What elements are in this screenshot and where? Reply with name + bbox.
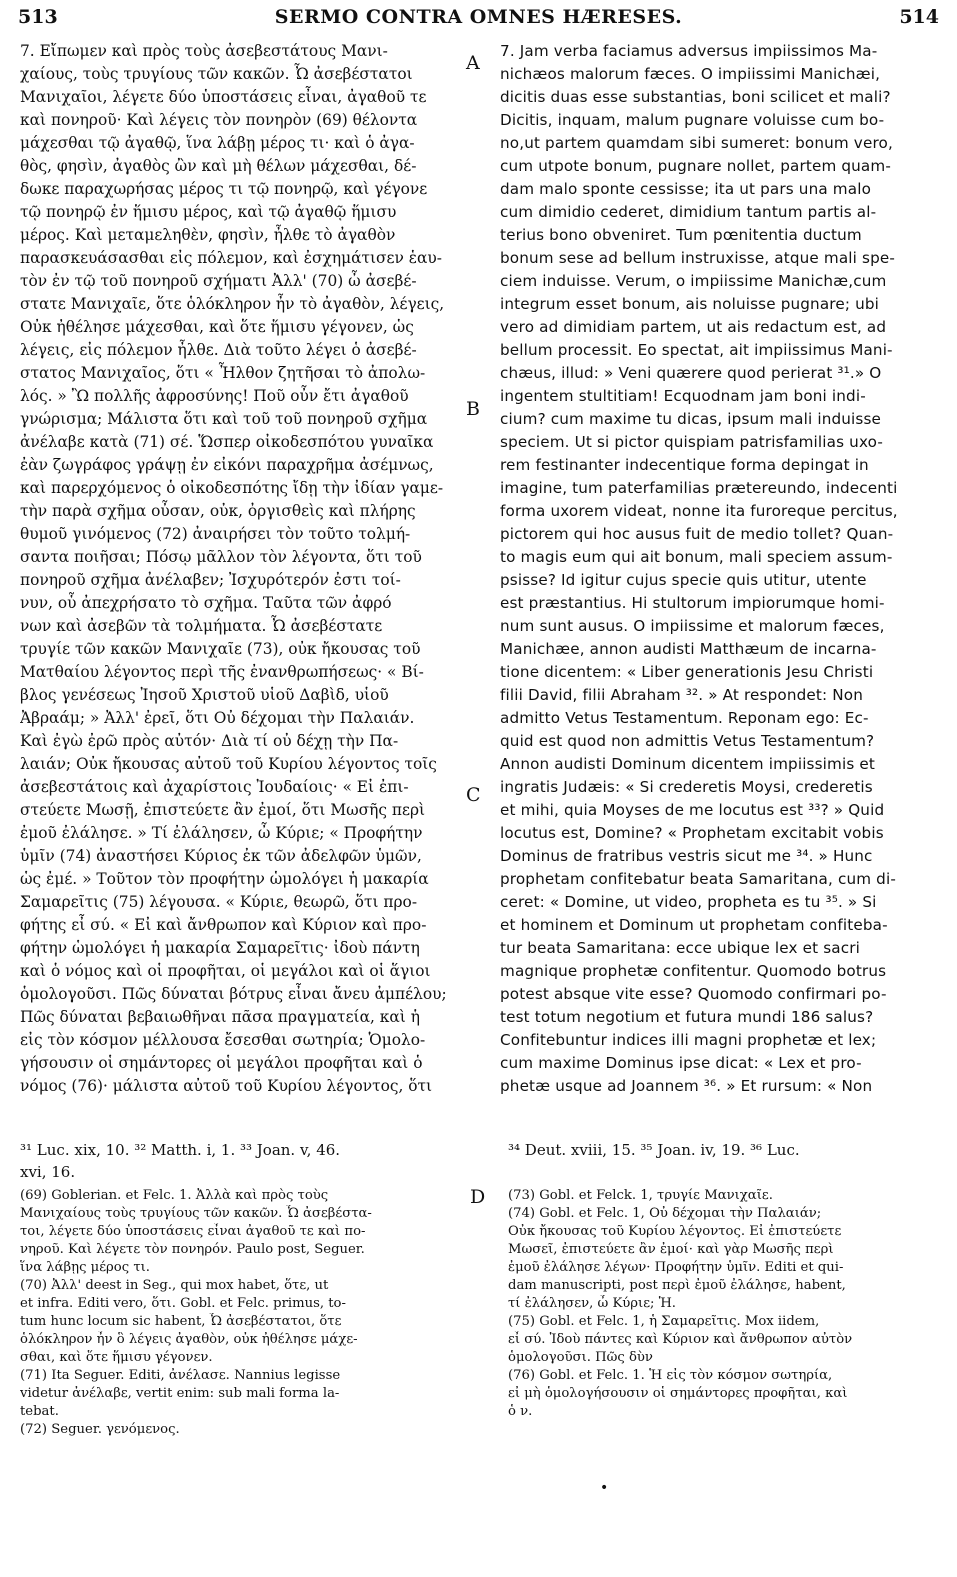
footnote-line: (69) Goblerian. et Felc. 1. Ἀλλὰ καὶ πρὸς τοὺς <box>20 1188 329 1203</box>
scripture-references-left-continued: xvi, 16. <box>20 1163 76 1181</box>
latin-text-line: no,ut partem quamdam sibi sumeret: bonum vero, <box>500 134 893 152</box>
footnotes-left <box>20 1187 472 1439</box>
greek-text-line: στατος Μανιχαῖος, ὅτι « Ἦλθον ζητῆσαι τὸ ἀπολω- <box>20 364 426 382</box>
latin-text-line: bonum sese ad bellum instruxisse, atque mali spe- <box>500 249 896 267</box>
footnote-line: ἐμοῦ ἐλάλησε λέγων· Προφήτην ὑμῖν. Editi et qui- <box>508 1260 844 1275</box>
latin-text-line: test totum negotium et futura mundi 186 salus? <box>500 1008 874 1026</box>
stray-mark: • <box>600 1480 609 1496</box>
footnotes-right <box>508 1187 942 1421</box>
footnote-line: dam manuscripti, post περὶ ἐμοῦ ἐλάλησε, habent, <box>508 1278 846 1293</box>
latin-text-line: to magis eum qui ait bonum, mali speciem assum- <box>500 548 893 566</box>
greek-text-line: ἐμοῦ ἐλάλησε. » Τί ἐλάλησεν, ὦ Κύριε; « Προφήτην <box>20 824 423 842</box>
greek-text-line: Ἀβραάμ; » Ἀλλ' ἐρεῖ, ὅτι Οὐ δέχομαι τὴν Παλαιάν. <box>20 709 415 727</box>
footnote-line: νηροῦ. Καὶ λέγετε τὸν πονηρόν. Paulo post, Seguer. <box>20 1242 365 1257</box>
scripture-references-left: ³¹ Luc. xix, 10. ³² Matth. i, 1. ³³ Joan. v, 46. <box>20 1141 341 1159</box>
latin-text-line: filii David, filii Abraham ³². » At respondet: Non <box>500 686 863 704</box>
latin-text-line: ingentem stultitiam! Ecquodnam jam boni indi- <box>500 387 866 405</box>
greek-text-line: Οὐκ ἠθέλησε μάχεσθαι, καὶ ὅτε ἥμισυ γέγονεν, ὡς <box>20 318 414 336</box>
latin-text-line: 7. Jam verba faciamus adversus impiissimos Ma- <box>500 42 878 60</box>
greek-text-line: τῷ πονηρῷ ἐν ἥμισυ μέρος, καὶ τῷ ἀγαθῷ ἥμισυ <box>20 203 397 221</box>
latin-text-line: bellum processit. Eo spectat, ait impiissimus Mani- <box>500 341 893 359</box>
greek-text-line: φήτης εἶ σύ. « Εἰ καὶ ἄνθρωπον καὶ Κύριον καὶ προ- <box>20 916 427 934</box>
latin-text-line: et hominem et Dominum ut prophetam confiteba- <box>500 916 888 934</box>
scripture-references-right: ³⁴ Deut. xviii, 15. ³⁵ Joan. iv, 19. ³⁶ Luc. <box>508 1141 800 1159</box>
greek-text-line: μέρος. Καὶ μεταμεληθὲν, φησὶν, ἦλθε τὸ ἀγαθὸν <box>20 226 396 244</box>
greek-text-line: νυν, οὗ ἀπεχρήσατο τὸ σχῆμα. Ταῦτα τῶν ἀφρό <box>20 594 392 612</box>
latin-text-line: ceret: « Domine, ut video, propheta es tu ³⁵. » Si <box>500 893 877 911</box>
greek-text-line: Καὶ ἐγὼ ἐρῶ πρὸς αὐτόν· Διὰ τί οὐ δέχῃ τὴν Πα- <box>20 732 399 750</box>
latin-text-column <box>500 40 942 1098</box>
footnote-line: (73) Gobl. et Felck. 1, τρυγίε Μανιχαῖε. <box>508 1188 773 1203</box>
latin-text-line: vero ad dimidiam partem, ut ais redactum est, ad <box>500 318 887 336</box>
latin-text-line: dicitis duas esse substantias, boni scilicet et mali? <box>500 88 891 106</box>
greek-text-line: πονηροῦ σχῆμα ἀνέλαβεν; Ἰσχυρότερόν ἐστι τοί- <box>20 571 401 589</box>
latin-text-line: ciem induisse. Verum, o impiissime Manichæ,cum <box>500 272 887 290</box>
greek-text-line: Σαμαρεῖτις (75) λέγουσα. « Κύριε, θεωρῶ, ὅτι προ- <box>20 893 418 911</box>
latin-text-line: Manichæe, annon audisti Matthæum de incarna- <box>500 640 877 658</box>
footnote-line: (76) Gobl. et Felc. 1. Ἡ εἰς τὸν κόσμον σωτηρία, <box>508 1368 833 1383</box>
greek-text-line: λαιάν; Οὐκ ἤκουσας αὐτοῦ τοῦ Κυρίου λέγοντος τοῖς <box>20 755 437 773</box>
latin-text-line: speciem. Ut si pictor quispiam patrisfamilias uxo- <box>500 433 883 451</box>
footnote-line: et infra. Editi vero, ὅτι. Gobl. et Felc. primus, to- <box>20 1296 346 1311</box>
latin-text-line: quid est quod non admittis Vetus Testamentum? <box>500 732 875 750</box>
footnote-line: (70) Ἀλλ' deest in Seg., qui mox habet, ὅτε, ut <box>20 1278 329 1293</box>
section-marker-c: C <box>466 784 481 806</box>
greek-text-line: νόμος (76)· μάλιστα αὐτοῦ τοῦ Κυρίου λέγοντος, ὅτι <box>20 1077 433 1095</box>
latin-text-line: prophetam confitebatur beata Samaritana, cum di- <box>500 870 896 888</box>
footnote-line: (71) Ita Seguer. Editi, ἀνέλασε. Nannius legisse <box>20 1368 341 1383</box>
latin-text-line: cum maxime Dominus ipse dicat: « Lex et pro- <box>500 1054 862 1072</box>
latin-text-line: num sunt ausus. O impiissime et malorum fæces, <box>500 617 885 635</box>
greek-text-line: καὶ ὁ νόμος καὶ οἱ προφῆται, οἱ μεγάλοι καὶ οἱ ἅγιοι <box>20 962 431 980</box>
section-marker-b: B <box>466 398 480 420</box>
latin-text-line: et mihi, quia Moyses de me locutus est ³³? » Quid <box>500 801 885 819</box>
greek-text-line: ἀνέλαβε κατὰ (71) σέ. Ὥσπερ οἰκοδεσπότου γυναῖκα <box>20 433 434 451</box>
footnote-line: Οὐκ ἤκουσας τοῦ Κυρίου λέγοντος. Εἰ ἐπιστεύετε <box>508 1224 842 1239</box>
latin-text-line: tur beata Samaritana: ecce ubique lex et sacri <box>500 939 860 957</box>
greek-text-line: γνώρισμα; Μάλιστα ὅτι καὶ τοῦ τοῦ πονηροῦ σχῆμα <box>20 410 428 428</box>
latin-text-line: tione dicentem: « Liber generationis Jesu Christi <box>500 663 874 681</box>
greek-text-line: ὡς ἐμέ. » Τοῦτον τὸν προφήτην ὡμολόγει ἡ μακαρία <box>20 870 429 888</box>
footnote-line: σθαι, καὶ ὅτε ἥμισυ γέγονεν. <box>20 1350 213 1365</box>
latin-text-line: potest absque vite esse? Quomodo confirmari po- <box>500 985 887 1003</box>
footnote-line: τί ἐλάλησεν, ὦ Κύριε; Ἡ. <box>508 1296 676 1311</box>
greek-text-line: μάχεσθαι τῷ ἀγαθῷ, ἵνα λάβῃ μέρος τι· καὶ ὁ ἀγα- <box>20 134 415 152</box>
latin-text-line: integrum esset bonum, ais noluisse pugnare; ubi <box>500 295 880 313</box>
footnote-line: εἶ σύ. Ἰδοὺ πάντες καὶ Κύριον καὶ ἄνθρωπον αὐτὸν <box>508 1332 853 1347</box>
latin-text-line: ingratis Judæis: « Si crederetis Moysi, crederetis <box>500 778 873 796</box>
greek-text-line: λός. » Ὢ πολλῆς ἀφροσύνης! Ποῦ οὖν ἔτι ἀγαθοῦ <box>20 387 409 405</box>
section-marker-a: A <box>466 52 480 74</box>
greek-text-line: ἐὰν ζωγράφος γράψῃ ἐν εἰκόνι παραχρῆμα ἀσέμνως, <box>20 456 434 474</box>
latin-text-line: admitto Vetus Testamentum. Reponam ego: Ec- <box>500 709 869 727</box>
footnote-line: Μανιχαίους τοὺς τρυγίους τῶν κακῶν. Ὦ ἀσεβέστα- <box>20 1206 372 1221</box>
running-title: SERMO CONTRA OMNES HÆRESES. <box>274 6 683 28</box>
greek-text-line: Ματθαίου λέγοντος περὶ τῆς ἐνανθρωπήσεως· « Βί- <box>20 663 424 681</box>
footnote-line: tebat. <box>20 1404 59 1419</box>
greek-text-line: χαίους, τοὺς τρυγίους τῶν κακῶν. Ὦ ἀσεβέστατοι <box>20 65 413 83</box>
latin-text-line: Confitebuntur indices illi magni prophetæ et lex; <box>500 1031 877 1049</box>
greek-text-line: καὶ πονηροῦ· Καὶ λέγεις τὸν πονηρὸν (69) θέλοντα <box>20 111 418 129</box>
section-marker-d: D <box>470 1186 486 1208</box>
greek-text-line: στεύετε Μωσῇ, ἐπιστεύετε ἂν ἐμοί, ὅτι Μωσῆς περὶ <box>20 801 426 819</box>
latin-text-line: rem festinanter indecentique forma depingat in <box>500 456 869 474</box>
footnote-line: ὁμολογοῦσι. Πῶς δὺν <box>508 1350 653 1365</box>
greek-text-line: καὶ παρερχόμενος ὁ οἰκοδεσπότης ἴδῃ τὴν ἰδίαν γαμε- <box>20 479 444 497</box>
footnote-line: εἰ μὴ ὁμολογήσουσιν οἱ σημάντορες προφῆται, καὶ <box>508 1386 848 1401</box>
latin-text-line: forma uxorem videat, nonne ita furoreque percitus, <box>500 502 898 520</box>
greek-text-line: βλος γενέσεως Ἰησοῦ Χριστοῦ υἱοῦ Δαβὶδ, υἱοῦ <box>20 686 389 704</box>
greek-text-line: 7. Εἴπωμεν καὶ πρὸς τοὺς ἀσεβεστάτους Μανι- <box>20 42 388 60</box>
right-page-number: 514 <box>899 6 939 28</box>
greek-text-line: νων καὶ ἀσεβῶν τὰ τολμήματα. Ὦ ἀσεβέστατε <box>20 617 383 635</box>
footnote-line: τοι, λέγετε δύο ὑποστάσεις εἶναι ἀγαθοῦ τε καὶ πο- <box>20 1224 366 1239</box>
latin-text-line: dam malo sponte cessisse; ita ut pars una malo <box>500 180 872 198</box>
latin-text-line: nichæos malorum fæces. O impiissimi Manichæi, <box>500 65 881 83</box>
latin-text-line: cum utpote bonum, pugnare nollet, partem quam- <box>500 157 891 175</box>
left-page-number: 513 <box>18 6 58 28</box>
greek-text-line: Μανιχαῖοι, λέγετε δύο ὑποστάσεις εἶναι, ἀγαθοῦ τε <box>20 88 427 106</box>
footnote-line: tum hunc locum sic habent, Ὦ ἀσεβέστατοι, ὅτε <box>20 1314 342 1329</box>
footnote-line: (74) Gobl. et Felc. 1, Οὐ δέχομαι τὴν Παλαιάν; <box>508 1206 822 1221</box>
greek-text-line: θυμοῦ γινόμενος (72) ἀναιρήσει τὸν τοῦτο τολμή- <box>20 525 411 543</box>
latin-text-line: psisse? Id igitur cujus specie quis utitur, utente <box>500 571 867 589</box>
latin-text-line: est præstantius. Hi stultorum impiorumque homi- <box>500 594 885 612</box>
footnote-line: (72) Seguer. γενόμενος. <box>20 1422 180 1437</box>
latin-text-line: cium? cum maxime tu dicas, ipsum mali induisse <box>500 410 882 428</box>
footnote-line: ὁλόκληρον ἦν ὃ λέγεις ἀγαθὸν, οὐκ ἠθέλησε μάχε- <box>20 1332 358 1347</box>
running-header <box>18 6 939 36</box>
footnote-line: (75) Gobl. et Felc. 1, ἡ Σαμαρεῖτις. Mox iidem, <box>508 1314 820 1329</box>
greek-text-line: τὴν παρὰ σχῆμα οὖσαν, οὐκ, ὀργισθεὶς καὶ πλήρης <box>20 502 416 520</box>
greek-text-line: θὸς, φησὶν, ἀγαθὸς ὢν καὶ μὴ θέλων μάχεσθαι, δέ- <box>20 157 417 175</box>
greek-text-line: τὸν ἐν τῷ τοῦ πονηροῦ σχήματι Ἀλλ' (70) ὦ ἀσεβέ- <box>20 272 417 290</box>
footnote-line: Μωσεῖ, ἐπιστεύετε ἂν ἐμοί· καὶ γὰρ Μωσῆς περὶ <box>508 1242 834 1257</box>
latin-text-line: phetæ usque ad Joannem ³⁶. » Et rursum: « Non <box>500 1077 873 1095</box>
greek-text-line: γήσουσιν οἱ σημάντορες οἱ μεγάλοι προφῆται καὶ ὁ <box>20 1054 423 1072</box>
latin-text-line: chæus, illud: » Veni quærere quod perierat ³¹.» O <box>500 364 882 382</box>
greek-text-line: ὁμολογοῦσι. Πῶς δύναται βότρυς εἶναι ἄνευ ἀμπέλου; <box>20 985 447 1003</box>
latin-text-line: magnique prophetæ confitentur. Quomodo botrus <box>500 962 887 980</box>
footnote-line: ὁ ν. <box>508 1404 533 1419</box>
latin-text-line: terius bono obveniret. Tum pœnitentia ductum <box>500 226 862 244</box>
greek-text-line: εἰς τὸν κόσμον μέλλουσα ἔσεσθαι σωτηρία; Ὁμολο- <box>20 1031 426 1049</box>
latin-text-line: cum dimidio cederet, dimidium tantum partis al- <box>500 203 877 221</box>
latin-text-line: Dicitis, inquam, malum pugnare voluisse cum bo- <box>500 111 885 129</box>
latin-text-line: locutus est, Domine? « Prophetam excitabit vobis <box>500 824 884 842</box>
latin-text-line: Annon audisti Dominum dicentem impiissimis et <box>500 755 876 773</box>
latin-text-line: Dominus de fratribus vestris sicut me ³⁴. » Hunc <box>500 847 873 865</box>
latin-text-line: imagine, tum paterfamilias prætereundo, indecenti <box>500 479 898 497</box>
footnote-line: ἵνα λάβῃς μέρος τι. <box>20 1260 150 1275</box>
greek-text-line: ὑμῖν (74) ἀναστήσει Κύριος ἐκ τῶν ἀδελφῶν ὑμῶν, <box>20 847 422 865</box>
greek-text-line: δωκε παραχωρήσας μέρος τι τῷ πονηρῷ, καὶ γέγονε <box>20 180 428 198</box>
greek-text-line: σαντα ποιῆσαι; Πόσῳ μᾶλλον τὸν λέγοντα, ὅτι τοῦ <box>20 548 422 566</box>
greek-text-column <box>20 40 472 1098</box>
greek-text-line: Πῶς δύναται βεβαιωθῆναι πᾶσα πραγματεία, καὶ ἡ <box>20 1008 420 1026</box>
greek-text-line: ἀσεβεστάτοις καὶ ἀχαρίστοις Ἰουδαίοις· « Εἰ ἐπι- <box>20 778 409 796</box>
greek-text-line: παρασκευάσασθαι εἰς πόλεμον, καὶ ἐσχημάτισεν ἑαυ- <box>20 249 442 267</box>
greek-text-line: τρυγίε τῶν κακῶν Μανιχαῖε (73), οὐκ ἤκουσας τοῦ <box>20 640 421 658</box>
greek-text-line: λέγεις, εἰς πόλεμον ἦλθε. Διὰ τοῦτο λέγει ὁ ἀσεβέ- <box>20 341 417 359</box>
footnote-line: videtur ἀνέλαβε, vertit enim: sub mali forma la- <box>20 1386 340 1401</box>
latin-text-line: pictorem qui hoc ausus fuit de medio tollet? Quan- <box>500 525 894 543</box>
greek-text-line: φήτην ὡμολόγει ἡ μακαρία Σαμαρεῖτις· ἰδοὺ πάντη <box>20 939 420 957</box>
greek-text-line: στατε Μανιχαῖε, ὅτε ὁλόκληρον ἦν τὸ ἀγαθὸν, λέγεις, <box>20 295 445 313</box>
